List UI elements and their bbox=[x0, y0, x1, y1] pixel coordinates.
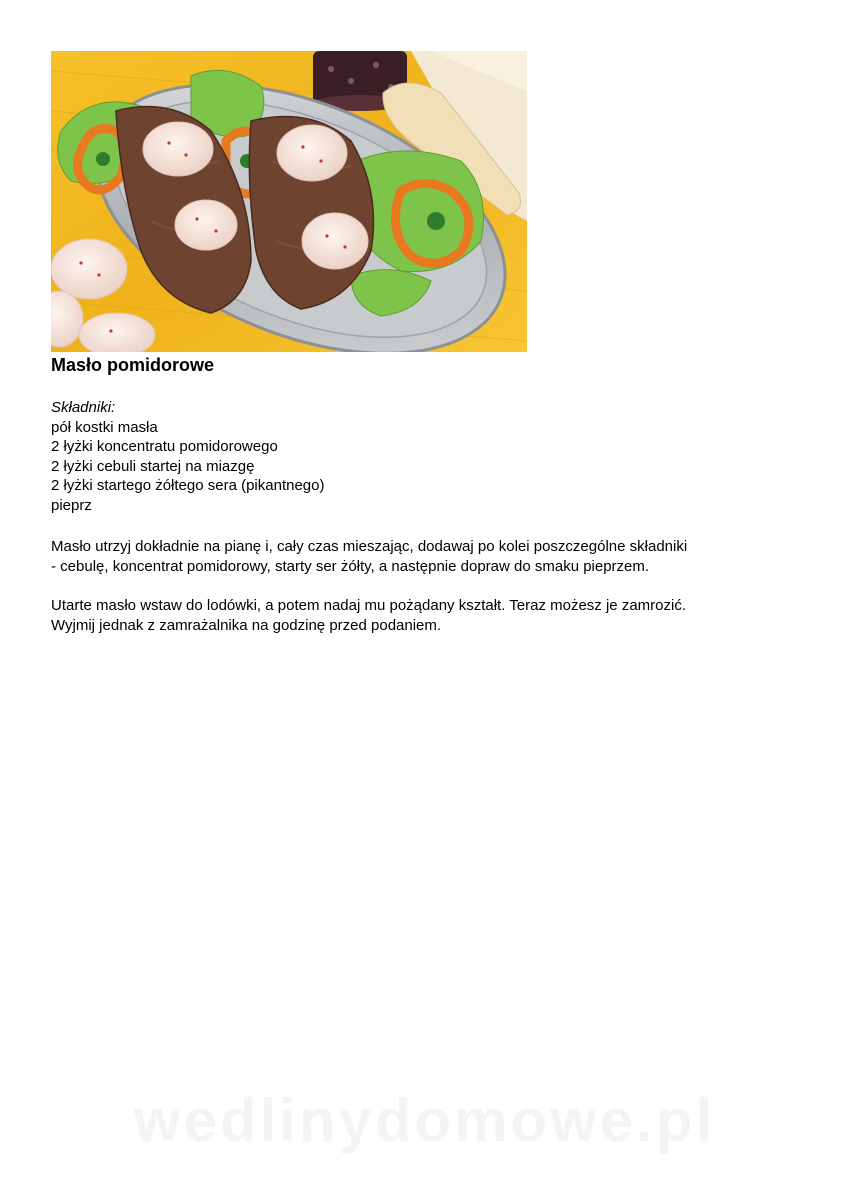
paragraph-line: Utarte masło wstaw do lodówki, a potem nadaj mu pożądany kształt. Teraz możesz je zamrozić. bbox=[51, 597, 686, 614]
ingredient-item: pół kostki masła bbox=[51, 418, 158, 436]
ingredients-label: Składniki: bbox=[51, 399, 116, 416]
recipe-photo bbox=[51, 51, 527, 352]
paragraph-line: - cebulę, koncentrat pomidorowy, starty ser żółty, a następnie dopraw do smaku pieprzem. bbox=[51, 557, 650, 575]
paragraph-line: Masło utrzyj dokładnie na pianę i, cały czas mieszając, dodawaj po kolei poszczególne składniki bbox=[51, 538, 688, 555]
recipe-title: Masło pomidorowe bbox=[51, 355, 215, 375]
ingredient-item: 2 łyżki cebuli startej na miazgę bbox=[51, 457, 255, 475]
site-watermark: wedlinydomowe.pl bbox=[133, 1087, 716, 1154]
instructions-paragraph-2 bbox=[51, 596, 811, 635]
paragraph-line: Wyjmij jednak z zamrażalnika na godzinę przed podaniem. bbox=[51, 616, 442, 634]
instructions-paragraph-1 bbox=[51, 537, 811, 576]
ingredients-list bbox=[51, 398, 324, 515]
ingredient-item: 2 łyżki startego żółtego sera (pikantnego) bbox=[51, 477, 325, 494]
ingredient-item: 2 łyżki koncentratu pomidorowego bbox=[51, 438, 278, 455]
ingredient-item: pieprz bbox=[51, 496, 92, 514]
